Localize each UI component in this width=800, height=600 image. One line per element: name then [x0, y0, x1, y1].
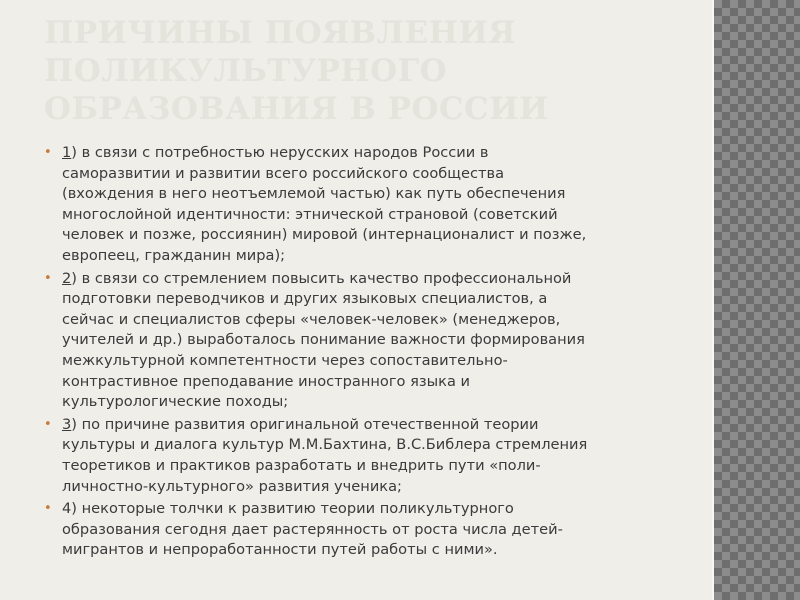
title-line-1: ПРИЧИНЫ ПОЯВЛЕНИЯ [44, 15, 517, 51]
slide-title [44, 14, 564, 128]
list-item: • 3) по причине развития оригинальной отечественной теории культуры и диалога культур М.М.Бахтина, В.С.Библера стремления теоретиков и практиков разработать и внедрить пути «поли- личностно-культурного» развития ученика; [44, 415, 588, 495]
bullet-icon: • [44, 145, 52, 160]
list-item: • 2) в связи со стремлением повысить качество профессиональной подготовки переводчиков и других языковых специалистов, а сейчас и специалистов сферы «человек-человек» (менеджеров, учителей и др.) выработалось понимание важности формирования межкультурной компетентности через сопоставительно- контрастивное преподавание иностранного языка и культурологические походы; [44, 269, 585, 411]
title-line-3: ОБРАЗОВАНИЯ В РОССИИ [44, 91, 549, 127]
list-item: • 4) некоторые толчки к развитию теории поликультурного образования сегодня дает растерянность от роста числа детей- мигрантов и непроработанности путей работы с ними». [44, 500, 563, 559]
title-line-2: ПОЛИКУЛЬТУРНОГО [44, 53, 448, 89]
bullet-icon: • [44, 270, 52, 286]
bullet-icon: • [44, 416, 52, 432]
bullet-list [44, 143, 680, 563]
decorative-side-pattern [712, 0, 800, 600]
bullet-icon: • [44, 501, 52, 517]
list-item: • 1) в связи с потребностью нерусских народов России в саморазвитии и развитии всего российского сообщества (вхождения в него неотъемлемой частью) как путь обеспечения многослойной идентичности: этнической страновой (советский человек и позже, россиянин) мировой (интернационалист и позже, европеец, гражданин мира); [44, 144, 587, 264]
